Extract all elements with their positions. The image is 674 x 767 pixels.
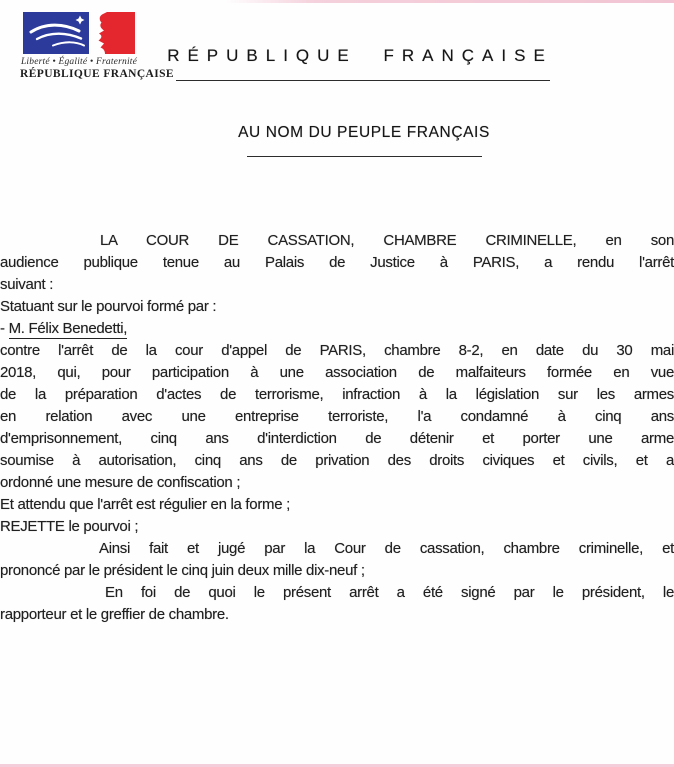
subtitle-rule <box>247 156 482 157</box>
party-name-underlined <box>9 320 128 339</box>
decision-body <box>0 230 674 626</box>
text-line: d'emprisonnement, cinq ans d'interdiction de détenir et porter une arme <box>0 430 674 447</box>
text-line: Ainsi fait et jugé par la Cour de cassation, chambre criminelle, et <box>99 540 674 557</box>
logo-country: RÉPUBLIQUE FRANÇAISE <box>20 68 175 80</box>
paragraph-rejette: REJETTE le pourvoi ; <box>0 518 139 535</box>
paragraph-cour-intro <box>0 230 674 296</box>
text-line: de la préparation d'actes de terrorisme, infraction à la législation sur les armes <box>0 386 674 403</box>
text-line: prononcé par le président le cinq juin deux mille dix-neuf ; <box>0 562 365 579</box>
text-line: rapporteur et le greffier de chambre. <box>0 606 229 623</box>
text-line: ordonné une mesure de confiscation ; <box>0 474 241 491</box>
document-title: RÉPUBLIQUE FRANÇAISE <box>167 46 553 65</box>
paragraph-ainsi-fait <box>0 538 674 582</box>
document-subtitle: AU NOM DU PEUPLE FRANÇAIS <box>238 124 490 141</box>
text-line: 2018, qui, pour participation à une association de malfaiteurs formée en vue <box>0 364 674 381</box>
text-line: En foi de quoi le présent arrêt a été signé par le président, le <box>105 584 674 601</box>
scan-edge-top <box>225 0 674 3</box>
text-line: LA COUR DE CASSATION, CHAMBRE CRIMINELLE, en son <box>100 232 674 249</box>
republique-francaise-logo <box>20 12 175 80</box>
party-dash: - <box>0 320 9 337</box>
text-line: audience publique tenue au Palais de Justice à PARIS, a rendu l'arrêt <box>0 254 674 271</box>
text-line: soumise à autorisation, cinq ans de privation des droits civiques et civils, et a <box>0 452 674 469</box>
paragraph-en-foi <box>0 582 674 626</box>
title-rule <box>176 80 550 81</box>
logo-motto: Liberté • Égalité • Fraternité <box>20 57 138 67</box>
marianne-flag-icon <box>23 12 135 54</box>
paragraph-statuant: Statuant sur le pourvoi formé par : <box>0 298 217 315</box>
text-line: suivant : <box>0 276 54 293</box>
paragraph-contre-arret <box>0 340 674 494</box>
text-line: en relation avec une entreprise terroriste, l'a condamné à cinq ans <box>0 408 674 425</box>
text-line: contre l'arrêt de la cour d'appel de PARIS, chambre 8-2, en date du 30 mai <box>0 342 674 359</box>
paragraph-attendu: Et attendu que l'arrêt est régulier en la forme ; <box>0 496 290 513</box>
party-name: M. Félix Benedetti <box>8 320 124 337</box>
party-comma: , <box>123 320 128 337</box>
paragraph-party <box>0 318 674 340</box>
